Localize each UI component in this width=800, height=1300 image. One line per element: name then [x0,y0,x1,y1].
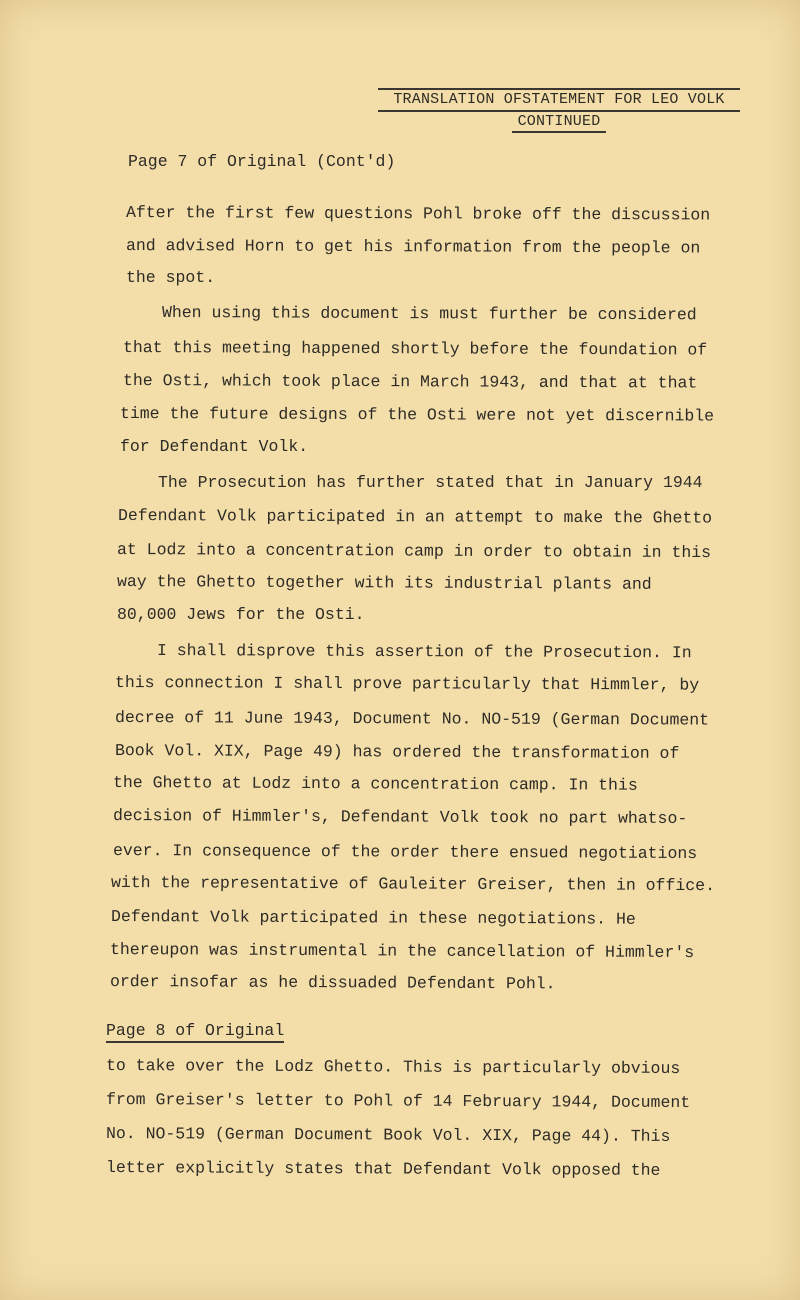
text-line: Defendant Volk participated in an attempt to make the Ghetto [117,506,713,528]
page-heading-8-text: Page 8 of Original [106,1021,284,1043]
text-line: way the Ghetto together with its industrial plants and [116,572,652,594]
page-heading-7: Page 7 of Original (Cont'd) [128,152,396,171]
text-line: No. NO-519 (German Document Book Vol. XIX, Page 44). This [105,1124,671,1146]
text-line: and advised Horn to get his information from the people on [125,236,701,258]
text-line: letter explicitly states that Defendant Volk opposed the [105,1158,661,1180]
text-line: time the future designs of the Osti were not yet discernible [119,404,715,426]
text-line: thereupon was instrumental in the cancellation of Himmler's [109,940,695,963]
text-line: to take over the Lodz Ghetto. This is particularly obvious [105,1056,681,1079]
text-line: Defendant Volk participated in these negotiations. He [110,907,636,929]
text-line: order insofar as he dissuaded Defendant Pohl. [109,972,556,994]
header-subtitle: CONTINUED [512,113,607,133]
text-line: the spot. [126,268,216,287]
text-line: with the representative of Gauleiter Greiser, then in office. [110,873,716,896]
text-line: Book Vol. XIX, Page 49) has ordered the transformation of [114,741,680,763]
text-line: ever. In consequence of the order there ensued negotiations [112,841,698,864]
text-line: After the first few questions Pohl broke off the discussion [125,203,711,225]
text-line: from Greiser's letter to Pohl of 14 February 1944, Document [105,1090,691,1113]
text-line: I shall disprove this assertion of the Prosecution. In [156,641,692,663]
text-line: for Defendant Volk. [120,437,309,456]
text-line: this connection I shall prove particularly that Himmler, by [114,673,700,695]
text-line: 80,000 Jews for the Osti. [117,605,365,624]
header-title: TRANSLATION OFSTATEMENT FOR LEO VOLK [378,88,740,112]
text-line: The Prosecution has further stated that in January 1944 [158,473,703,492]
text-line: that this meeting happened shortly before the foundation of [122,338,708,360]
text-line: at Lodz into a concentration camp in order to obtain in this [116,540,712,563]
text-line: When using this document is must further be considered [161,303,697,325]
document-header [378,88,740,133]
text-line: the Osti, which took place in March 1943, and that at that [122,371,698,393]
text-line: the Ghetto at Lodz into a concentration camp. In this [112,773,638,795]
text-line: decision of Himmler's, Defendant Volk took no part whatso- [112,806,688,829]
text-line: decree of 11 June 1943, Document No. NO-519 (German Document [114,708,710,730]
page-heading-8 [106,1021,284,1041]
